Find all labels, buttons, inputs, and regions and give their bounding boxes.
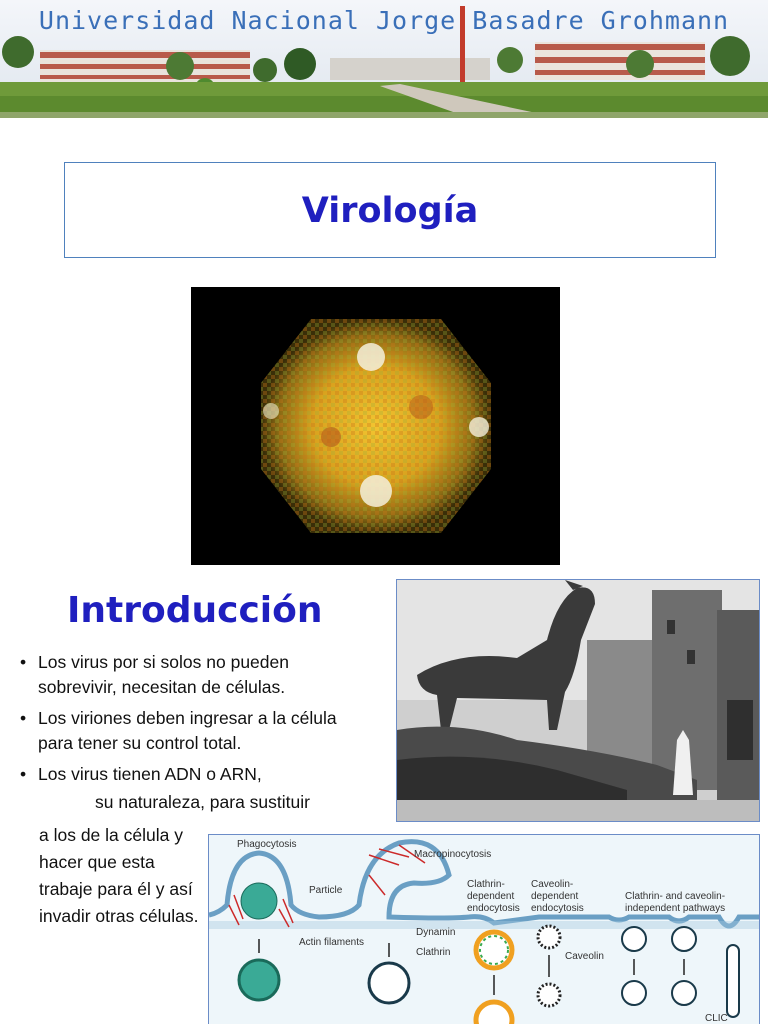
endocytosis-diagram [208,834,760,1024]
label-clathrin-dep: endocytosis [467,903,520,914]
university-banner [0,0,768,118]
label-independent: independent pathways [625,903,726,914]
slide-title: Virología [301,191,479,231]
label-caveolin: Caveolin [565,951,604,962]
bullet-item: • Los virus tienen ADN o ARN, [20,764,262,784]
bullet-list [18,650,358,793]
section-heading: Introducción [67,590,323,631]
label-caveolin-dep: Caveolin- [531,879,574,890]
bullet-continuation: su naturaleza, para sustituir [95,792,310,812]
slide-title-box [64,162,716,258]
label-actin: Actin filaments [299,937,365,948]
label-macropinocytosis: Macropinocytosis [414,849,492,860]
label-clathrin-dep: Clathrin- [467,879,505,890]
trojan-horse-image [396,579,760,822]
bullet-text: Los viriones deben ingresar a la célula para tener su control total. [38,708,337,753]
label-caveolin-dep: endocytosis [531,903,584,914]
bullet-text: Los virus por si solos no pueden sobrevivir, necesitan de células. [38,652,289,697]
bullet-item: • Los viriones deben ingresar a la célula para tener su control total. [20,708,337,753]
label-independent: Clathrin- and caveolin- [625,891,726,902]
label-dynamin: Dynamin [416,927,456,938]
label-caveolin-dep: dependent [531,891,579,902]
bullet-continuation-wrap: a los de la célula y hacer que esta trabaje para él y así invadir otras células. [39,825,199,926]
label-clic: CLIC [705,1013,728,1024]
bullet-text: Los virus tienen ADN o ARN, [38,764,262,784]
virus-image [191,287,560,565]
label-phagocytosis: Phagocytosis [237,839,297,850]
label-particle: Particle [309,885,343,896]
label-clathrin-dep: dependent [467,891,515,902]
university-name: Universidad Nacional Jorge Basadre Grohmann [38,6,730,35]
bullet-item: • Los virus por si solos no pueden sobrevivir, necesitan de células. [20,652,289,697]
label-clathrin: Clathrin [416,947,451,958]
